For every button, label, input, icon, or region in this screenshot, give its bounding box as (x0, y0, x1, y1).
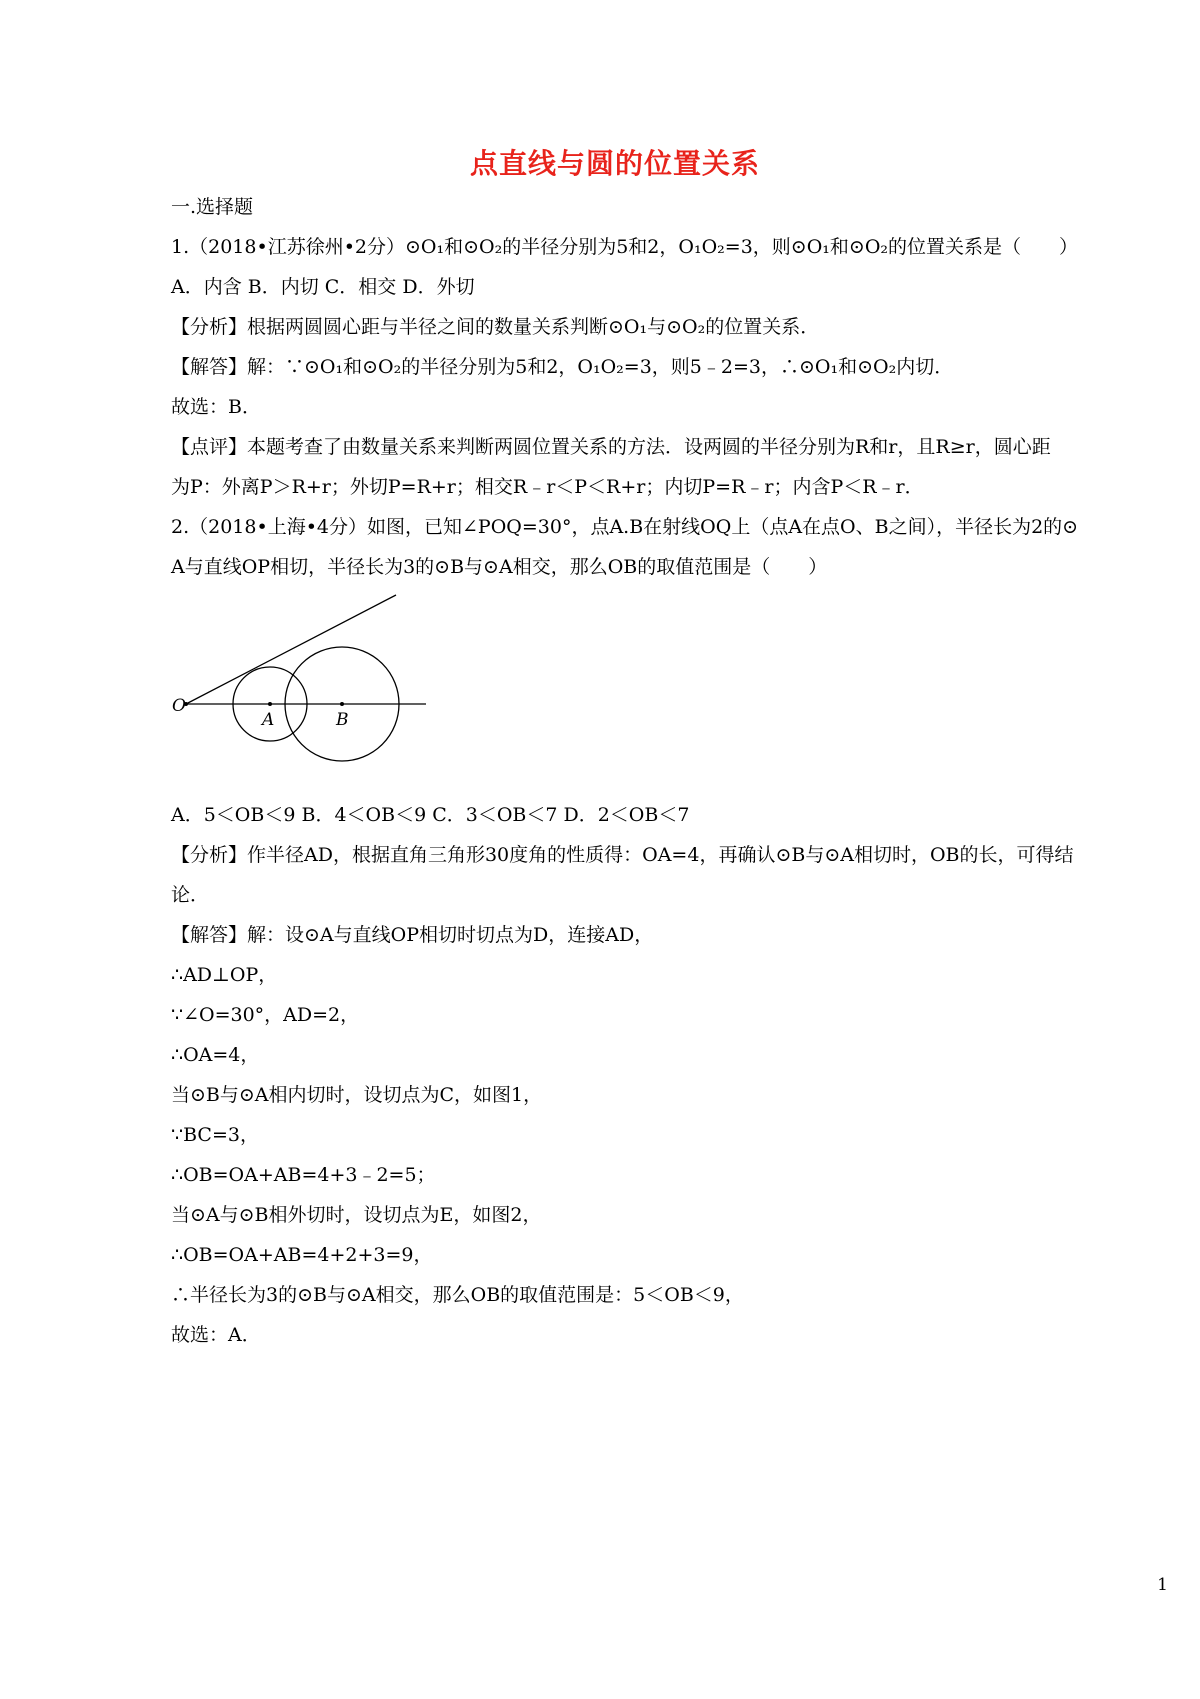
q2-solution-line: ∵BC=3， (171, 1124, 259, 1146)
label-o: O (172, 696, 186, 716)
section-heading: 一.选择题 (171, 196, 254, 218)
page-title: 点直线与圆的位置关系 (469, 147, 760, 180)
q2-analysis-line-2: 论． (171, 884, 210, 906)
q2-solution-line: 当⊙B与⊙A相内切时，设切点为C，如图1， (171, 1084, 543, 1106)
q2-solution-line: ∴OB=OA+AB=4+2+3=9， (171, 1244, 433, 1266)
point-a (268, 702, 272, 706)
q2-solution-line: ∵∠O=30°，AD=2， (171, 1004, 360, 1026)
q2-solution-line: ∴OB=OA+AB=4+3﹣2=5； (171, 1164, 436, 1186)
q2-solution-line: ∴AD⊥OP， (171, 964, 278, 986)
q2-analysis-line-1: 【分析】作半径AD，根据直角三角形30度角的性质得：OA=4，再确认⊙B与⊙A相切时，OB的长，可得结 (171, 844, 1074, 866)
q1-stem: 1.（2018•江苏徐州•2分）⊙O₁和⊙O₂的半径分别为5和2，O₁O₂=3，则⊙O₁和⊙O₂的位置关系是（ ） (171, 236, 1079, 258)
q2-stem-line-1: 2.（2018•上海•4分）如图，已知∠POQ=30°，点A.B在射线OQ上（点A在点O、B之间），半径长为2的⊙ (171, 516, 1079, 538)
q2-stem-line-2: A与直线OP相切，半径长为3的⊙B与⊙A相交，那么OB的取值范围是（ ） (171, 556, 828, 578)
page-number: 1 (1157, 1575, 1168, 1595)
q1-choice: 故选：B． (171, 396, 261, 418)
q2-solution-line: 【解答】解：设⊙A与直线OP相切时切点为D，连接AD， (171, 924, 654, 946)
circles-diagram (168, 592, 438, 787)
q1-comment-line-2: 为P：外离P＞R+r；外切P=R+r；相交R﹣r＜P＜R+r；内切P=R﹣r；内含P＜R﹣r． (171, 476, 924, 498)
q2-solution-line: 当⊙A与⊙B相外切时，设切点为E，如图2， (171, 1204, 542, 1226)
label-b: B (336, 710, 349, 730)
q2-solution-line: ∴OA=4， (171, 1044, 260, 1066)
ray-op (186, 595, 396, 704)
label-a: A (262, 710, 275, 730)
q2-solution-line: ∴半径长为3的⊙B与⊙A相交，那么OB的取值范围是：5＜OB＜9， (171, 1284, 744, 1306)
q1-analysis: 【分析】根据两圆圆心距与半径之间的数量关系判断⊙O₁与⊙O₂的位置关系． (171, 316, 820, 338)
q1-options: A．内含 B．内切 C．相交 D．外切 (171, 276, 475, 298)
q1-comment-line-1: 【点评】本题考查了由数量关系来判断两圆位置关系的方法．设两圆的半径分别为R和r，且R≥r，圆心距 (171, 436, 1051, 458)
geometry-figure (171, 592, 1171, 792)
point-b (340, 702, 344, 706)
document-body (171, 190, 1171, 1358)
q1-answer: 【解答】解：∵⊙O₁和⊙O₂的半径分别为5和2，O₁O₂=3，则5﹣2=3，∴⊙O₁和⊙O₂内切． (171, 356, 954, 378)
q2-solution-line: 故选：A． (171, 1324, 261, 1346)
q2-options: A．5＜OB＜9 B．4＜OB＜9 C．3＜OB＜7 D．2＜OB＜7 (171, 804, 690, 826)
